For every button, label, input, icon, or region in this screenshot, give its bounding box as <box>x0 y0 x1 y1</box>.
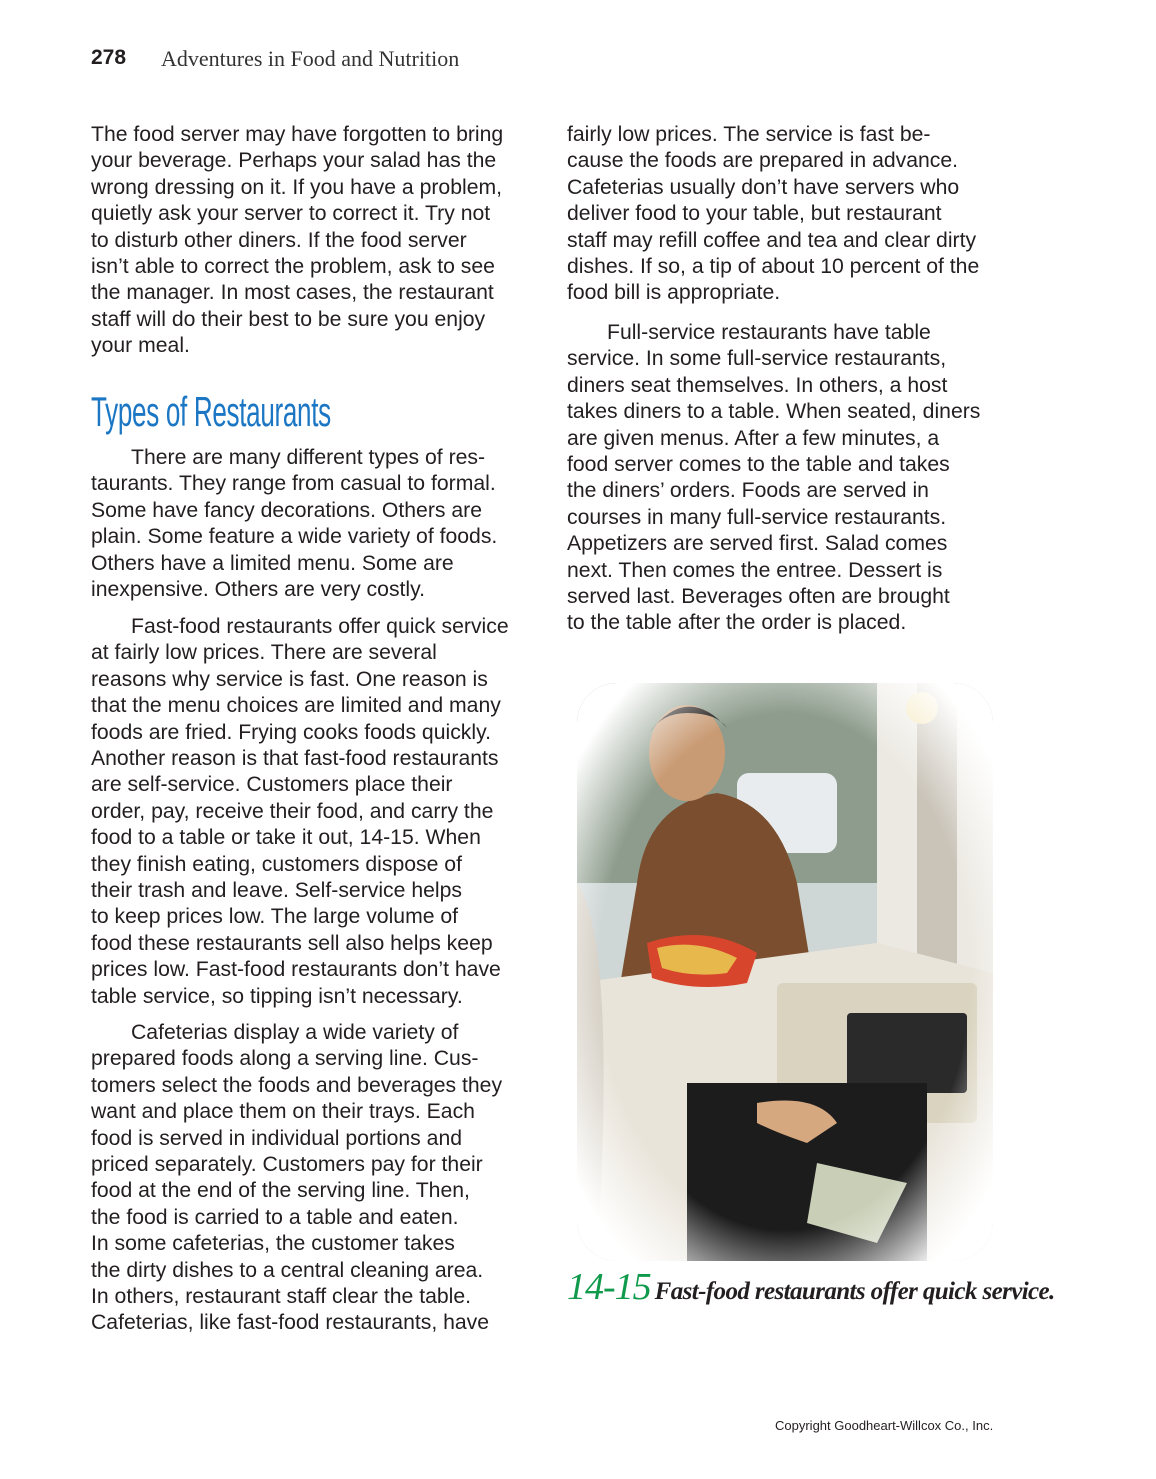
text-line: to the table after the order is placed. <box>567 611 907 635</box>
text-line: food to a table or take it out, 14-15. When <box>91 826 481 850</box>
text-line: There are many different types of res- <box>131 446 486 469</box>
paragraph <box>91 445 497 603</box>
text-line: food is served in individual portions and <box>91 1126 463 1150</box>
text-line: diners seat themselves. In others, a host <box>567 373 948 397</box>
text-line: In others, restaurant staff clear the table. <box>91 1285 472 1309</box>
text-line: priced separately. Customers pay for their <box>91 1153 483 1177</box>
paragraph <box>567 320 980 637</box>
text-line: courses in many full-service restaurants. <box>567 505 947 529</box>
text-line: wrong dressing on it. If you have a problem, <box>91 175 503 199</box>
text-line: Others have a limited menu. Some are <box>91 551 454 575</box>
text-line: to keep prices low. The large volume of <box>91 905 459 929</box>
text-line: Another reason is that fast-food restaurants <box>91 747 499 771</box>
text-line: order, pay, receive their food, and carry the <box>91 799 494 823</box>
text-line: Fast-food restaurants offer quick service <box>131 615 509 638</box>
text-line: food these restaurants sell also helps keep <box>91 931 493 955</box>
text-line: next. Then comes the entree. Dessert is <box>567 558 943 582</box>
paragraph <box>91 614 509 1010</box>
text-line: food server comes to the table and takes <box>567 453 950 477</box>
text-line: quietly ask your server to correct it. Try not <box>91 202 491 226</box>
text-line: foods are fried. Frying cooks foods quickly. <box>91 720 491 744</box>
text-line: Cafeterias usually don’t have servers who <box>567 175 960 199</box>
text-line: prepared foods along a serving line. Cus- <box>91 1047 479 1071</box>
text-line: prices low. Fast-food restaurants don’t have <box>91 958 501 982</box>
text-line: The food server may have forgotten to bring <box>91 123 504 146</box>
text-line: want and place them on their trays. Each <box>91 1100 475 1124</box>
text-line: Cafeterias, like fast-food restaurants, have <box>91 1311 490 1335</box>
text-line: your beverage. Perhaps your salad has the <box>91 149 497 173</box>
figure-caption <box>567 1266 1055 1308</box>
text-line: Appetizers are served first. Salad comes <box>567 532 948 556</box>
text-line: are given menus. After a few minutes, a <box>567 426 940 450</box>
text-line: tomers select the foods and beverages they <box>91 1073 503 1097</box>
text-line: taurants. They range from casual to formal. <box>91 472 496 496</box>
paragraph <box>567 122 979 307</box>
section-heading: Types of Restaurants <box>91 388 331 435</box>
text-line: that the menu choices are limited and many <box>91 694 501 718</box>
text-line: deliver food to your table, but restaurant <box>567 202 942 226</box>
text-line: Full-service restaurants have table <box>607 321 931 344</box>
text-line: takes diners to a table. When seated, diners <box>567 400 981 424</box>
text-line: fairly low prices. The service is fast be- <box>567 123 931 146</box>
text-line: served last. Beverages often are brought <box>567 585 950 609</box>
text-line: the manager. In most cases, the restaurant <box>91 281 494 305</box>
text-line: Cafeterias display a wide variety of <box>131 1021 459 1044</box>
figure-caption-text: Fast-food restaurants offer quick service. <box>654 1278 1055 1305</box>
text-line: the dirty dishes to a central cleaning area. <box>91 1258 484 1282</box>
copyright-notice: Copyright Goodheart-Willcox Co., Inc. <box>775 1418 994 1433</box>
text-line: staff will do their best to be sure you enjoy <box>91 307 486 331</box>
text-line: food bill is appropriate. <box>567 281 781 305</box>
text-line: are self-service. Customers place their <box>91 773 453 797</box>
text-line: Some have fancy decorations. Others are <box>91 498 482 522</box>
figure-number: 14-15 <box>567 1266 651 1308</box>
text-line: dishes. If so, a tip of about 10 percent of the <box>567 255 980 279</box>
paragraph <box>91 122 503 360</box>
text-line: to disturb other diners. If the food server <box>91 228 467 252</box>
text-line: they finish eating, customers dispose of <box>91 852 462 876</box>
text-line: cause the foods are prepared in advance. <box>567 149 959 173</box>
text-line: isn’t able to correct the problem, ask to see <box>91 255 495 279</box>
text-line: In some cafeterias, the customer takes <box>91 1232 455 1256</box>
text-line: the food is carried to a table and eaten. <box>91 1205 459 1229</box>
page-number: 278 <box>91 46 127 69</box>
text-line: their trash and leave. Self-service helps <box>91 879 462 903</box>
text-line: reasons why service is fast. One reason is <box>91 667 488 691</box>
paragraph <box>91 1020 502 1337</box>
text-line: table service, so tipping isn’t necessary. <box>91 984 463 1008</box>
text-line: staff may refill coffee and tea and clear dirty <box>567 228 977 252</box>
text-line: your meal. <box>91 334 190 358</box>
text-line: food at the end of the serving line. Then, <box>91 1179 470 1203</box>
text-line: the diners’ orders. Foods are served in <box>567 479 929 503</box>
text-line: at fairly low prices. There are several <box>91 641 437 665</box>
text-line: plain. Some feature a wide variety of foods. <box>91 525 498 549</box>
text-line: inexpensive. Others are very costly. <box>91 578 426 602</box>
fast-food-counter-photo <box>577 683 993 1261</box>
text-line: service. In some full-service restaurants, <box>567 347 947 371</box>
running-header-title: Adventures in Food and Nutrition <box>161 46 460 71</box>
